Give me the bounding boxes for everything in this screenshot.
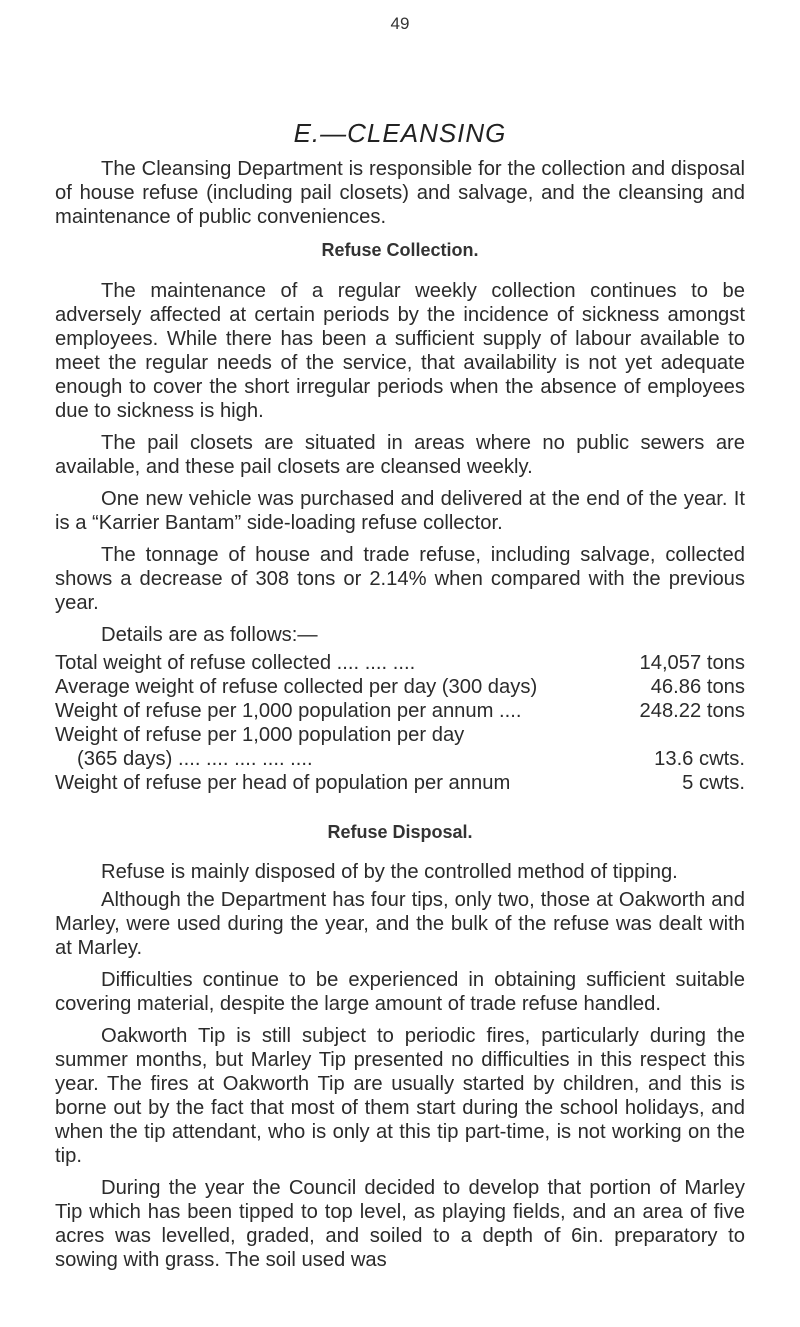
disposal-heading: Refuse Disposal. <box>327 822 473 842</box>
detail-label: Total weight of refuse collected .... .... .... <box>55 652 416 674</box>
detail-label: Weight of refuse per 1,000 population per annum .... <box>55 700 522 722</box>
table-row <box>55 723 745 747</box>
detail-label: Average weight of refuse collected per day (300 days) <box>55 676 538 698</box>
page-number: 49 <box>390 14 410 33</box>
collection-paragraph: One new vehicle was purchased and delivered at the end of the year. It is a “Karrier Bantam” side-loading refuse collector. <box>55 488 745 534</box>
detail-label: (365 days) .... .... .... .... .... <box>77 748 313 770</box>
disposal-paragraph: Difficulties continue to be experienced in obtaining sufficient suitable covering material, despite the large amount of trade refuse handled. <box>55 969 745 1015</box>
collection-paragraph: The maintenance of a regular weekly collection continues to be adversely affected at certain periods by the incidence of sickness amongst employees. While there has been a sufficient supply of labour available to meet the regular needs of the service, that availability is not yet adequate enough to cover the short irregular periods when the absence of employees due to sickness is high. <box>55 280 745 422</box>
detail-value: 14,057 tons <box>639 652 745 674</box>
collection-text <box>55 279 745 647</box>
intro-block <box>55 157 745 229</box>
details-table <box>55 651 745 795</box>
detail-value <box>625 723 745 747</box>
table-row <box>55 771 745 795</box>
collection-paragraph: The tonnage of house and trade refuse, including salvage, collected shows a decrease of 308 tons or 2.14% when compared with the previous year. <box>55 544 745 614</box>
table-row <box>55 651 745 675</box>
intro-paragraph: The Cleansing Department is responsible for the collection and disposal of house refuse (including pail closets) and salvage, and the cleansing and maintenance of public conveniences. <box>55 158 745 228</box>
details-intro: Details are as follows:— <box>101 624 318 646</box>
detail-value: 248.22 tons <box>639 700 745 722</box>
disposal-paragraph: Although the Department has four tips, only two, those at Oakworth and Marley, were used during the year, and the bulk of the refuse was dealt with at Marley. <box>55 889 745 959</box>
detail-value: 46.86 tons <box>650 676 745 698</box>
collection-heading: Refuse Collection. <box>321 240 479 260</box>
table-row <box>55 675 745 699</box>
collection-paragraph: The pail closets are situated in areas where no public sewers are available, and these pail closets are cleansed weekly. <box>55 432 745 478</box>
table-row <box>55 747 745 771</box>
disposal-paragraph: During the year the Council decided to develop that portion of Marley Tip which has been tipped to top level, as playing fields, and an area of five acres was levelled, graded, and soiled to a depth of 6in. preparatory to sowing with grass. The soil used was <box>55 1177 745 1271</box>
detail-label: Weight of refuse per head of population per annum <box>55 772 511 794</box>
detail-value: 13.6 cwts. <box>654 748 745 770</box>
table-row <box>55 699 745 723</box>
section-title: E.—CLEANSING <box>293 118 507 148</box>
disposal-text <box>55 860 745 1272</box>
disposal-paragraph: Refuse is mainly disposed of by the controlled method of tipping. <box>101 861 678 883</box>
disposal-paragraph: Oakworth Tip is still subject to periodic fires, particularly during the summer months, but Marley Tip presented no difficulties in this respect this year. The fires at Oakworth Tip are usually started by children, and this is borne out by the fact that most of them start during the school holidays, and when the tip attendant, who is only at this tip part-time, is not working on the tip. <box>55 1025 745 1167</box>
detail-value: 5 cwts. <box>682 772 745 794</box>
detail-label: Weight of refuse per 1,000 population per day <box>55 724 465 746</box>
